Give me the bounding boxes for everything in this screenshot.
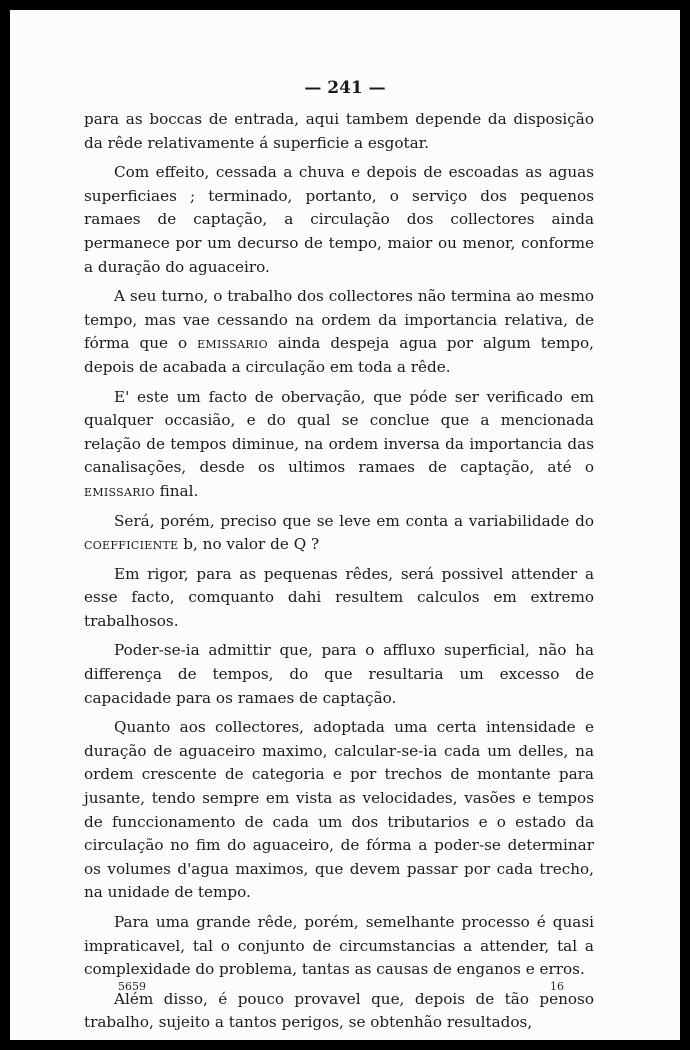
paragraph: A seu turno, o trabalho dos collectores não termina ao mesmo tempo, mas vae cessando na ordem da importancia relativa, de fórma que o emissario ainda despeja agua por algum tempo, depois de acabada a circulação em toda a rêde. xyxy=(84,287,594,376)
document-page xyxy=(10,10,680,1040)
paragraph: Em rigor, para as pequenas rêdes, será possivel attender a esse facto, comquanto dahi resultem calculos em extremo trabalhosos. xyxy=(84,564,594,630)
paragraph: Quanto aos collectores, adoptada uma certa intensidade e duração de aguaceiro maximo, calcular-se-ia cada um delles, na ordem crescente de categoria e por trechos de montante para jusante, tendo sempre em vista as velocidades, vasões e tempos de funccionamento de cada um dos tributarios e o estado da circulação no fim do aguaceiro, de fórma a poder-se determinar os volumes d'agua maximos, que devem passar por cada trecho, na unidade de tempo. xyxy=(84,718,594,902)
paragraph: Além disso, é pouco provavel que, depois de tão penoso trabalho, sujeito a tantos perigos, se obtenhão resultados, xyxy=(84,989,594,1032)
page-number: — 241 — xyxy=(304,78,386,98)
paragraph: Com effeito, cessada a chuva e depois de escoadas as aguas superficiaes ; terminado, portanto, o serviço dos pequenos ramaes de captação, a circulação dos collectores ainda permanece por um decurso de tempo, maior ou menor, conforme a duração do aguaceiro. xyxy=(84,163,594,276)
body-text xyxy=(84,108,594,1040)
small-caps-term: emissario xyxy=(84,481,155,500)
paragraph: para as boccas de entrada, aqui tambem depende da disposição da rêde relativamente á superficie a esgotar. xyxy=(84,110,594,152)
paragraph: E' este um facto de obervação, que póde ser verificado em qualquer occasião, e do qual se conclue que a mencionada relação de tempos diminue, na ordem inversa da importancia das canalisações, desde os ultimos ramaes de captação, até o emissario final. xyxy=(84,387,594,500)
paragraph: Será, porém, preciso que se leve em conta a variabilidade do coefficiente b, no valor de Q ? xyxy=(84,511,594,554)
paragraph: Poder-se-ia admittir que, para o affluxo superficial, não ha differença de tempos, do que resultaria um excesso de capacidade para os ramaes de captação. xyxy=(84,641,594,707)
gathering-number: 16 xyxy=(550,980,564,993)
paragraph: Para uma grande rêde, porém, semelhante processo é quasi impraticavel, tal o conjunto de circumstancias a attender, tal a complexidade do problema, tantas as causas de enganos e erros. xyxy=(84,913,594,979)
small-caps-term: emissario xyxy=(197,334,268,353)
small-caps-term: coefficiente xyxy=(84,535,179,554)
signature-mark: 5659 xyxy=(118,980,146,993)
